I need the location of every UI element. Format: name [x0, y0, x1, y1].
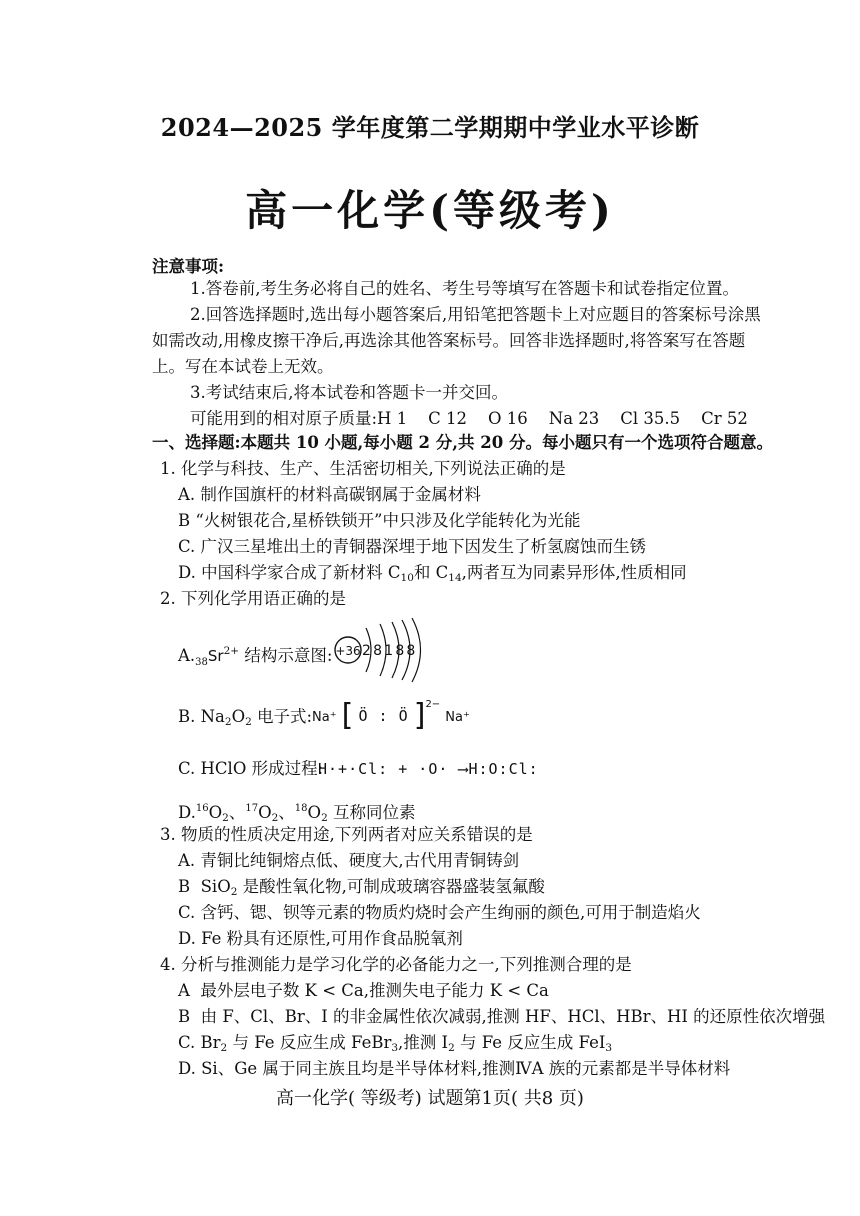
question-3-option-d: D. Fe 粉具有还原性,可用作食品脱氧剂 [178, 929, 463, 948]
atomic-masses: 可能用到的相对原子质量:H 1 C 12 O 16 Na 23 Cl 35.5 Cr 52 [190, 409, 748, 428]
question-2-option-a: $A._{38}Sr^{2+}$ 结构示意图: [178, 645, 333, 668]
exam-title: 2024—2025 学年度第二学期期中学业水平诊断 [160, 113, 700, 142]
notice-item-2-line-1: 2.回答选择题时,选出每小题答案后,用铅笔把答题卡上对应题目的答案标号涂黑 [190, 305, 761, 324]
notice-heading: 注意事项: [152, 257, 225, 276]
question-1-stem: 1. 化学与科技、生产、生活密切相关,下列说法正确的是 [160, 459, 566, 478]
question-2-option-d: $D.^{16}O_2$、$^{17}O_2$、$^{18}O_2$ 互称同位素 [178, 803, 416, 824]
section-1-heading: 一、选择题:本题共 10 小题,每小题 2 分,共 20 分。每小题只有一个选项符合题意。 [152, 433, 773, 452]
electron-shells: 28188 [362, 643, 418, 659]
sr-ion-structure-diagram [330, 614, 440, 690]
question-4-option-a: A 最外层电子数 K < Ca,推测失电子能力 K < Ca [178, 981, 549, 1000]
question-3-option-a: A. 青铜比纯铜熔点低、硬度大,古代用青铜铸剑 [178, 851, 520, 870]
na2o2-electron-formula: Na⁺ [ Ö : Ö ]$^{2-}$ Na⁺ [312, 698, 470, 733]
question-1-option-b: B “火树银花合,星桥铁锁开”中只涉及化学能转化为光能 [178, 511, 581, 530]
question-2-option-c: C. HClO 形成过程: [178, 759, 324, 778]
question-4-option-c: C. $Br_2$ 与 Fe 反应生成 FeBr$_3$,推测 $I_2$ 与 Fe 反应生成 FeI$_3$ [178, 1033, 613, 1054]
question-3-stem: 3. 物质的性质决定用途,下列两者对应关系错误的是 [160, 825, 533, 844]
question-4-option-b: B 由 F、Cl、Br、I 的非金属性依次减弱,推测 HF、HCl、HBr、HI 的还原性依次增强 [178, 1007, 826, 1026]
question-1-option-c: C. 广汉三星堆出土的青铜器深埋于地下因发生了析氢腐蚀而生锈 [178, 537, 647, 556]
hclo-formation-process: H·+·Cl: + ·O· ⟶H:O:Cl: [318, 760, 539, 778]
notice-item-1: 1.答卷前,考生务必将自己的姓名、考生号等填写在答题卡和试卷指定位置。 [190, 279, 739, 298]
notice-item-2-line-2: 如需改动,用橡皮擦干净后,再选涂其他答案标号。回答非选择题时,将答案写在答题 [152, 331, 746, 350]
question-4-option-d: D. Si、Ge 属于同主族且均是半导体材料,推测ⅣA 族的元素都是半导体材料 [178, 1059, 731, 1078]
subject-title: 高一化学(等级考) [245, 186, 615, 235]
question-3-option-c: C. 含钙、锶、钡等元素的物质灼烧时会产生绚丽的颜色,可用于制造焰火 [178, 903, 701, 922]
question-1-option-d: D. 中国科学家合成了新材料 $C_{10}$和 $C_{14}$,两者互为同素异形体,性质相同 [178, 563, 687, 584]
question-2-option-b: B. $Na_2O_2$ 电子式: [178, 707, 313, 728]
nucleus-charge: +36 [335, 644, 361, 658]
question-1-option-a: A. 制作国旗杆的材料高碳钢属于金属材料 [178, 485, 481, 504]
question-4-stem: 4. 分析与推测能力是学习化学的必备能力之一,下列推测合理的是 [160, 955, 632, 974]
question-3-option-b: B SiO$_2$ 是酸性氧化物,可制成玻璃容器盛装氢氟酸 [178, 877, 545, 898]
notice-item-3: 3.考试结束后,将本试卷和答题卡一并交回。 [190, 383, 508, 402]
page-footer: 高一化学( 等级考) 试题第1页( 共8 页) [276, 1088, 584, 1109]
question-2-stem: 2. 下列化学用语正确的是 [160, 589, 346, 608]
notice-item-2-line-3: 上。写在本试卷上无效。 [152, 357, 334, 376]
